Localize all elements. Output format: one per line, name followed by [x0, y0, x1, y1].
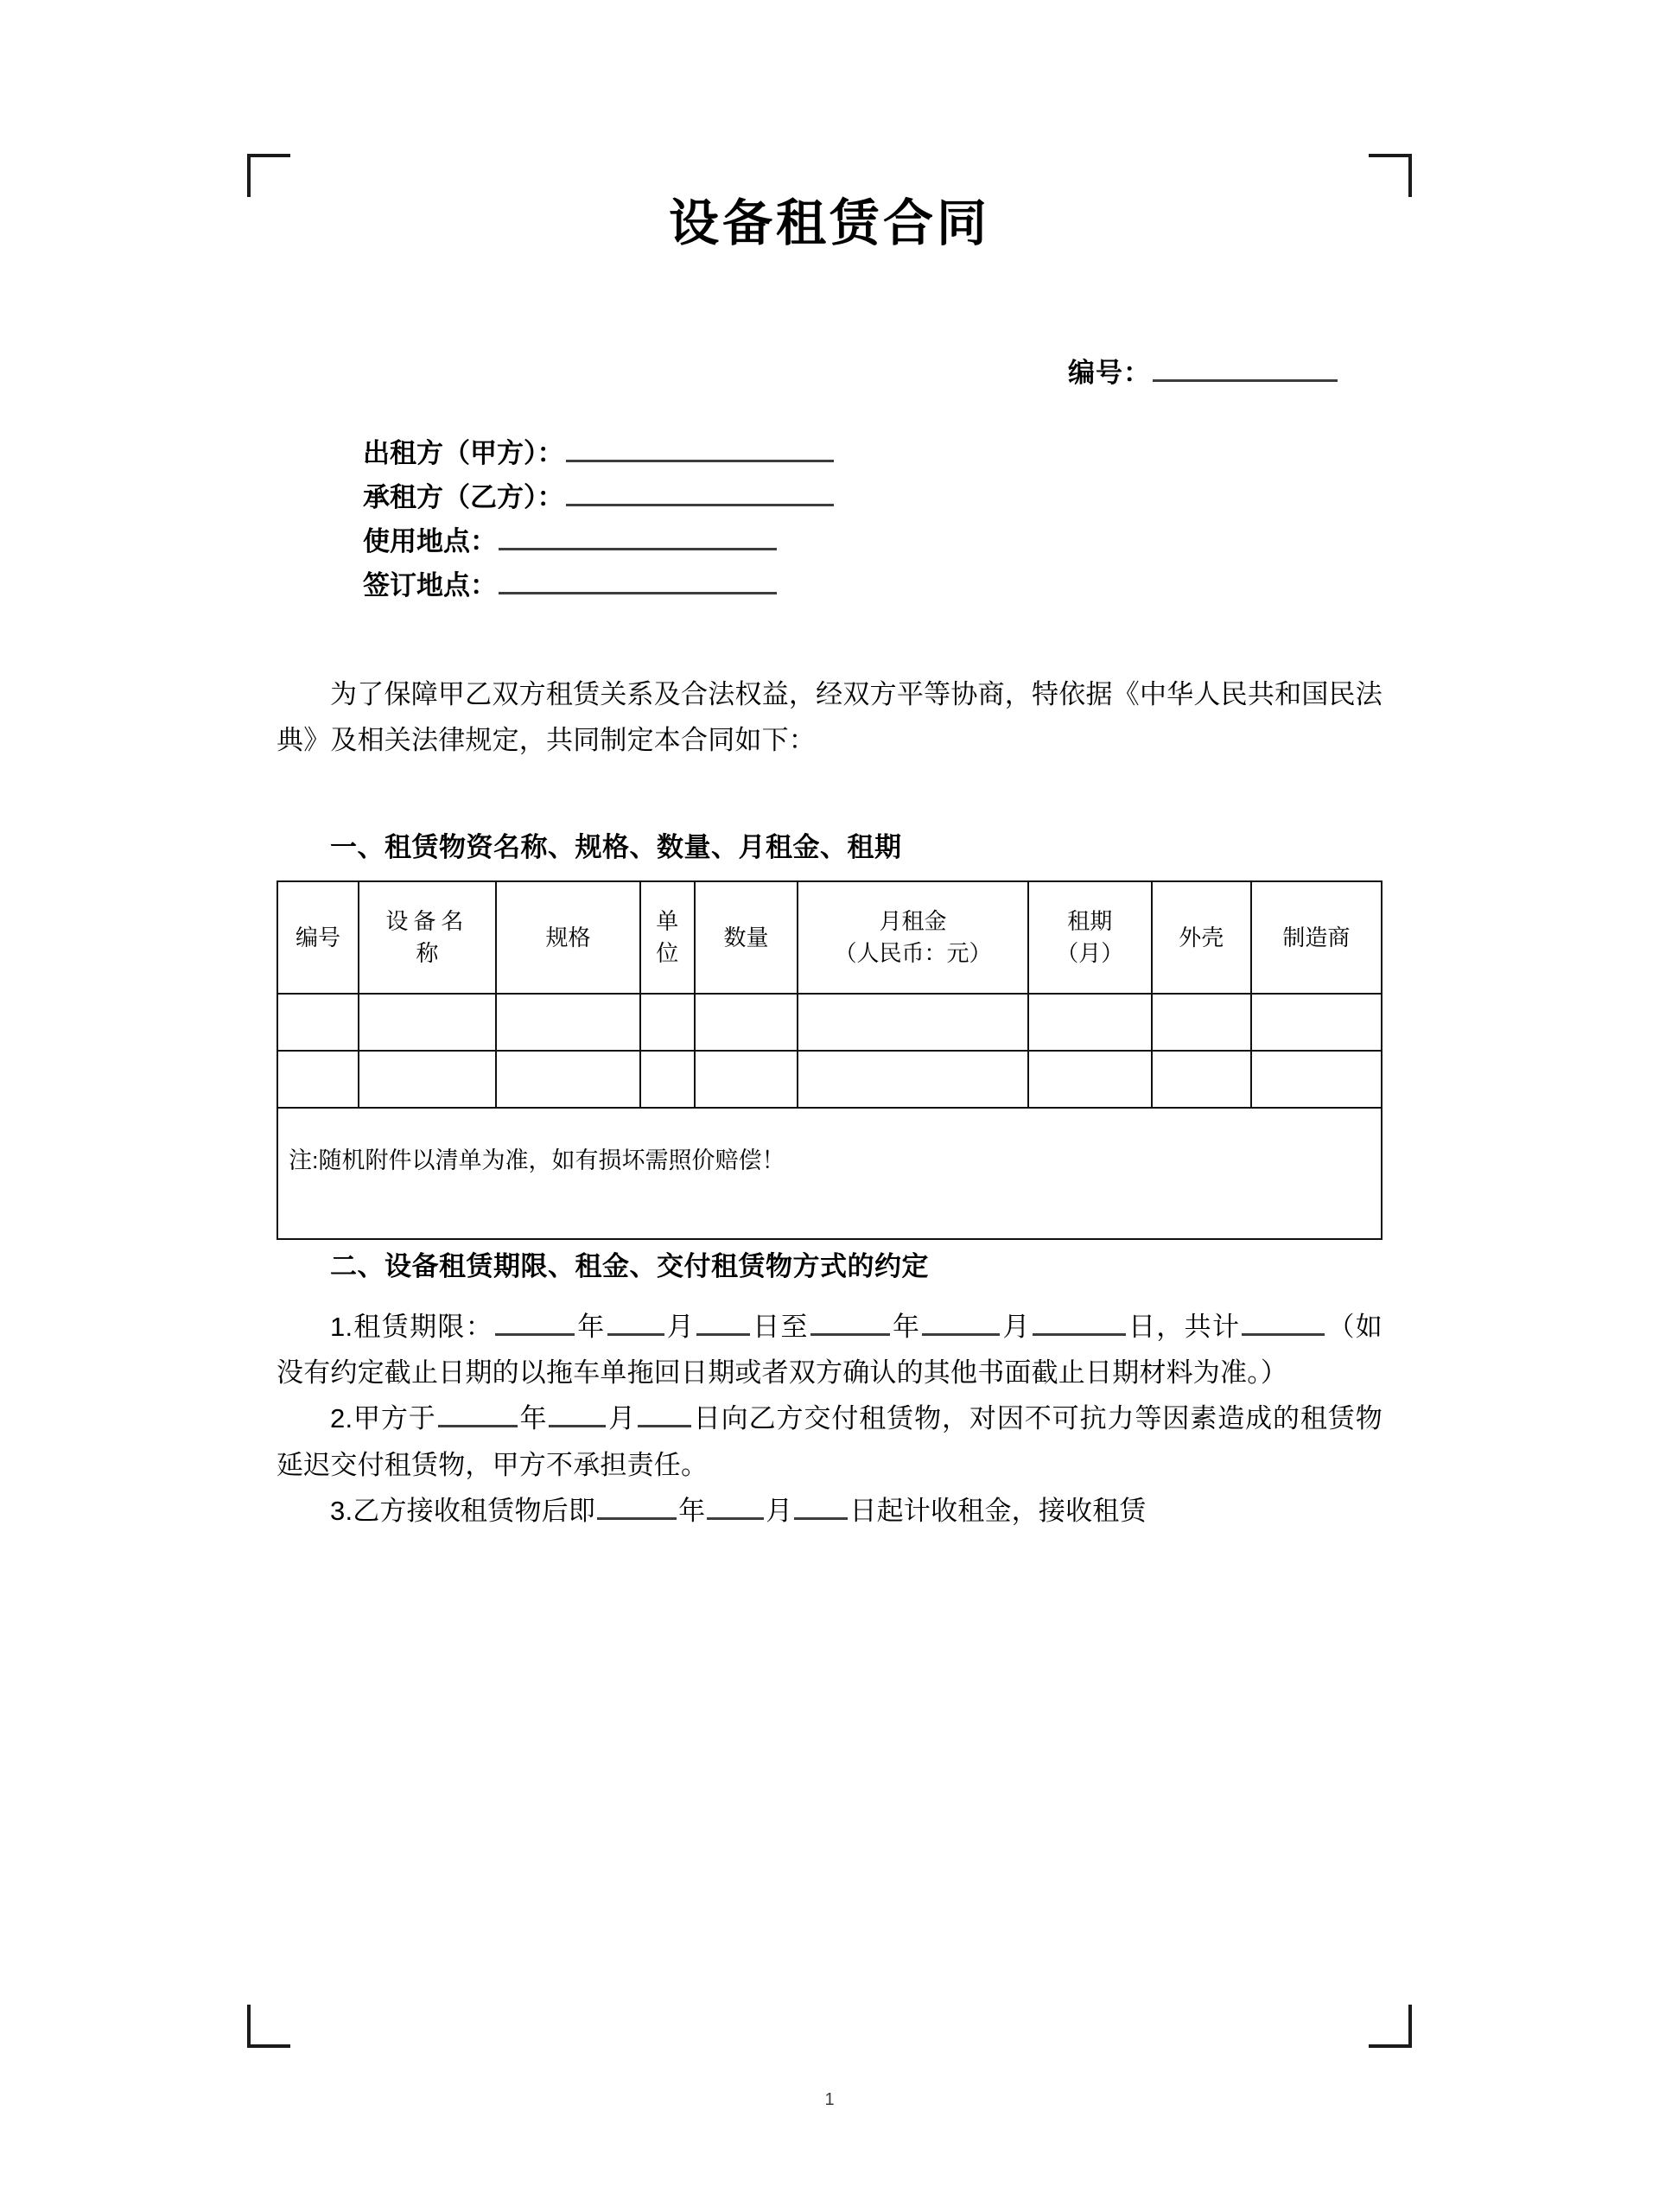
cell-unit[interactable]	[640, 1051, 695, 1108]
header-cell-rent	[798, 881, 1027, 994]
table-note: 注:随机附件以清单为准，如有损坏需照价赔偿！	[277, 1108, 1382, 1239]
lessee-label: 承租方（乙方）：	[363, 481, 564, 512]
clause-3-text-a: 3.乙方接收租赁物后即	[330, 1496, 596, 1527]
header-label-spec: 规格	[545, 924, 591, 950]
clause-list	[276, 1304, 1382, 1535]
crop-mark-bottom-left	[247, 2005, 290, 2048]
header-label-qty: 数量	[723, 924, 769, 950]
clause-1-total-blank[interactable]	[1242, 1306, 1325, 1336]
header-label-term-line2: （月）	[1056, 940, 1124, 967]
cell-shell[interactable]	[1152, 1051, 1251, 1108]
header-cell-name	[359, 881, 496, 994]
cell-maker[interactable]	[1251, 1051, 1382, 1108]
clause-2-text-b: 年	[518, 1403, 548, 1434]
use-place-field	[363, 521, 1382, 562]
table-note-row	[277, 1108, 1382, 1239]
header-label-rent-line1: 月租金	[879, 908, 947, 935]
clause-2-text-a: 2.甲方于	[330, 1403, 436, 1434]
clause-2	[276, 1395, 1382, 1488]
clause-1-text-e: 年	[891, 1311, 921, 1342]
cell-name[interactable]	[359, 994, 496, 1051]
clause-1-year-start-blank[interactable]	[495, 1306, 575, 1336]
clause-3-text-b: 年	[678, 1496, 706, 1527]
goods-table	[276, 880, 1382, 1240]
document-content	[276, 173, 1382, 1534]
lessor-label: 出租方（甲方）：	[363, 437, 564, 468]
serial-number-row	[276, 351, 1382, 390]
cell-qty[interactable]	[695, 1051, 798, 1108]
table-row[interactable]	[277, 1051, 1382, 1108]
header-cell-no	[277, 881, 359, 994]
preamble-line-1: 为了保障甲乙双方租赁关系及合法权益，经双方平等协商，特依据	[330, 679, 1113, 710]
header-label-unit-line1: 单	[656, 908, 679, 935]
cell-qty[interactable]	[695, 994, 798, 1051]
cell-shell[interactable]	[1152, 994, 1251, 1051]
clause-1-text-g: 日，共计	[1127, 1311, 1241, 1342]
section-two-heading: 二、设备租赁期限、租金、交付租赁物方式的约定	[330, 1251, 929, 1282]
use-place-label: 使用地点：	[363, 525, 497, 556]
sign-place-field	[363, 565, 1382, 606]
header-label-name-line2: 称	[416, 940, 439, 967]
header-cell-term	[1028, 881, 1152, 994]
clause-3-year-blank[interactable]	[597, 1491, 677, 1520]
cell-term[interactable]	[1028, 994, 1152, 1051]
clause-1	[276, 1304, 1382, 1396]
clause-1-text-h: （如没有约定截止日期的以拖车单拖回日期或者双方确认的其他书面截止日期材料为准。）	[276, 1311, 1383, 1389]
clause-3-text-d: 日起计收租金，接收租赁	[849, 1496, 1147, 1527]
serial-number-label: 编号：	[1068, 357, 1151, 388]
clause-1-day-end-blank[interactable]	[1033, 1306, 1126, 1336]
lessor-blank[interactable]	[566, 433, 834, 462]
cell-rent[interactable]	[798, 994, 1027, 1051]
clause-2-year-blank[interactable]	[438, 1398, 518, 1427]
section-one-heading: 一、租赁物资名称、规格、数量、月租金、租期	[330, 831, 902, 862]
clause-3	[276, 1488, 1382, 1534]
clause-1-text-b: 年	[576, 1311, 606, 1342]
header-cell-spec	[496, 881, 640, 994]
cell-unit[interactable]	[640, 994, 695, 1051]
serial-number-blank[interactable]	[1153, 353, 1338, 382]
page-number: 1	[824, 2090, 835, 2109]
party-fields	[276, 433, 1382, 606]
crop-mark-bottom-right	[1369, 2005, 1412, 2048]
clause-2-text-d: 日向乙方交付租赁物，对因不可抗力等因素造成的租赁物延迟交付租赁物，甲方不承担责任。	[276, 1403, 1382, 1480]
clause-1-year-end-blank[interactable]	[810, 1306, 890, 1336]
clause-1-text-a: 1.租赁期限：	[330, 1311, 494, 1342]
cell-rent[interactable]	[798, 1051, 1027, 1108]
preamble-line-2: 《中华人民共和国民法典》及相关法律规定，共同制定本合同如下：	[276, 679, 1383, 756]
table-header-row	[277, 881, 1382, 994]
preamble-paragraph	[276, 671, 1382, 764]
sign-place-label: 签订地点：	[363, 569, 497, 601]
header-cell-shell	[1152, 881, 1251, 994]
header-cell-maker	[1251, 881, 1382, 994]
clause-1-text-d: 日至	[752, 1311, 809, 1342]
header-cell-unit	[640, 881, 695, 994]
header-label-rent-line2: （人民币：元）	[834, 940, 992, 967]
clause-1-month-start-blank[interactable]	[607, 1306, 664, 1336]
clause-1-day-start-blank[interactable]	[696, 1306, 750, 1336]
header-label-shell: 外壳	[1179, 924, 1224, 950]
header-label-term-line1: 租期	[1067, 908, 1113, 935]
cell-spec[interactable]	[496, 994, 640, 1051]
clause-3-text-c: 月	[766, 1496, 793, 1527]
header-label-name-line1: 设备名	[385, 908, 469, 935]
table-row[interactable]	[277, 994, 1382, 1051]
header-label-maker: 制造商	[1282, 924, 1351, 950]
cell-no[interactable]	[277, 1051, 359, 1108]
header-label-no: 编号	[295, 924, 340, 950]
clause-2-day-blank[interactable]	[638, 1398, 691, 1427]
lessor-field	[363, 433, 1382, 474]
clause-3-month-blank[interactable]	[707, 1491, 764, 1520]
cell-name[interactable]	[359, 1051, 496, 1108]
page-title: 设备租赁合同	[668, 195, 990, 251]
clause-1-text-f: 月	[1001, 1311, 1031, 1342]
clause-1-month-end-blank[interactable]	[922, 1306, 1000, 1336]
clause-2-month-blank[interactable]	[549, 1398, 606, 1427]
cell-term[interactable]	[1028, 1051, 1152, 1108]
clause-3-day-blank[interactable]	[794, 1491, 848, 1520]
header-label-unit-line2: 位	[656, 940, 679, 967]
cell-maker[interactable]	[1251, 994, 1382, 1051]
header-cell-qty	[695, 881, 798, 994]
lessee-field	[363, 477, 1382, 518]
cell-no[interactable]	[277, 994, 359, 1051]
clause-1-text-c: 月	[665, 1311, 696, 1342]
lessee-blank[interactable]	[566, 477, 834, 506]
clause-2-text-c: 月	[607, 1403, 637, 1434]
use-place-blank[interactable]	[499, 521, 777, 550]
sign-place-blank[interactable]	[499, 565, 777, 594]
cell-spec[interactable]	[496, 1051, 640, 1108]
